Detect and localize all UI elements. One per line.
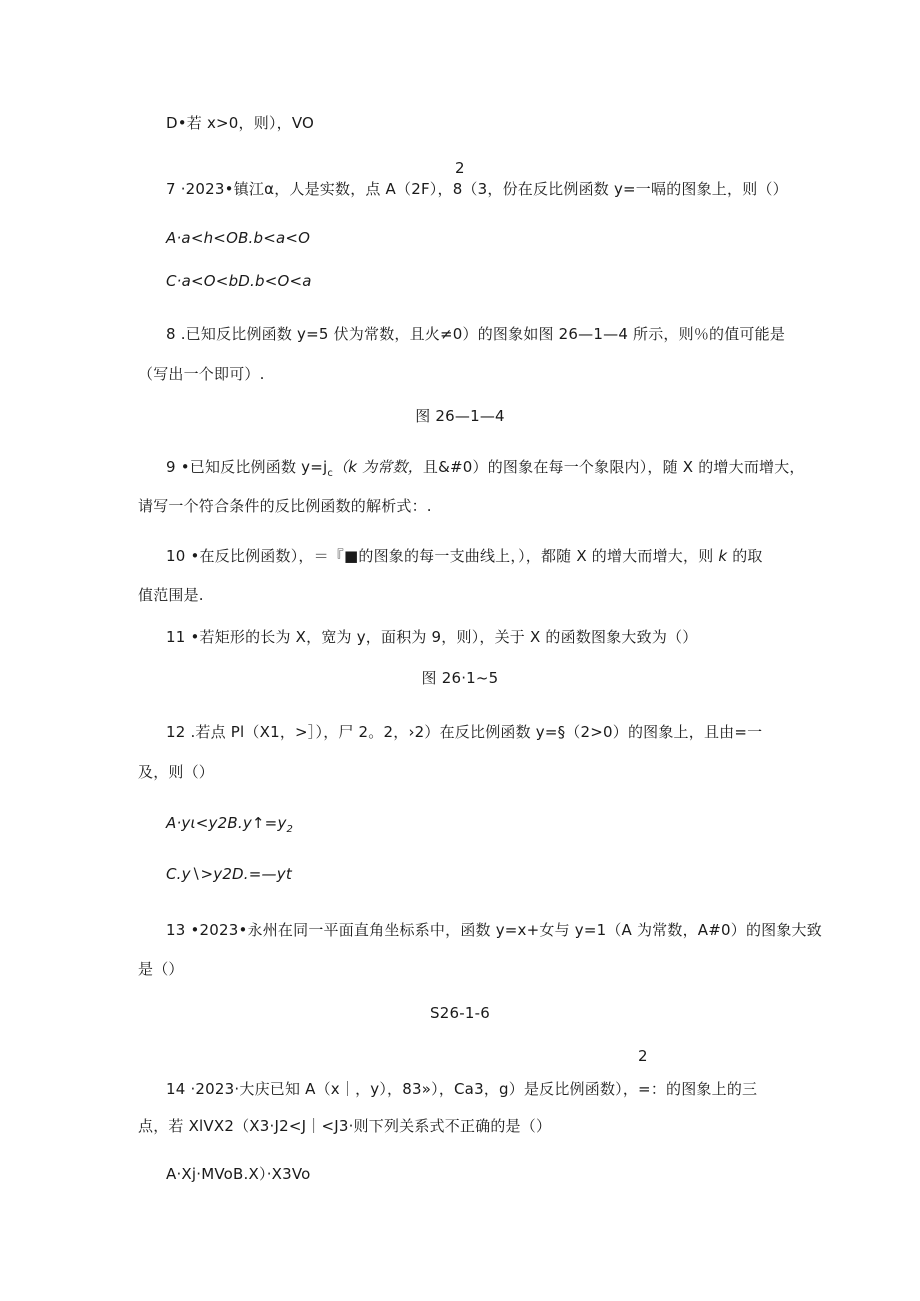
figure-caption-26-1-4: 图 26—1—4 xyxy=(415,407,505,425)
question-13-continued: 是（） xyxy=(138,960,184,978)
figure-caption-s26-1-6: S26-1-6 xyxy=(430,1004,490,1022)
question-10 xyxy=(166,546,763,566)
question-12-continued: 及，则（） xyxy=(138,763,215,781)
question-14-continued: 点，若 XlVX2（X3·J2<J｜<J3·则下列关系式不正确的是（） xyxy=(138,1117,552,1135)
question-9-continued: 请写一个符合条件的反比例函数的解析式：. xyxy=(138,497,432,515)
q9-text-italic: （k 为常数， xyxy=(333,458,423,476)
superscript-2: 2 xyxy=(455,159,465,177)
q14-option-a-b: A·Xj·MVoB.X）·X3Vo xyxy=(166,1165,311,1183)
q7-option-a-b: A·a<h<OB.b<a<O xyxy=(166,229,311,247)
question-8: 8 .已知反比例函数 y=5 伏为常数，且火≠0）的图象如图 26—1—4 所示，则％的值可能是 xyxy=(166,325,786,343)
q12-option-a-b xyxy=(166,813,293,840)
q10-text-part1: 10 •在反比例函数），＝『■的图象的每一支曲线上，），都随 X 的增大而增大，则 xyxy=(166,547,719,565)
option-d-line: D•若 x>0，则），VO xyxy=(166,114,315,132)
q12-option-a-b-text: A·yι<y2B.y↑=y xyxy=(166,814,287,832)
q7-option-c-d: C·a<O<bD.b<O<a xyxy=(166,272,312,290)
q9-text-part1: 9 •已知反比例函数 y=j xyxy=(166,458,328,476)
question-8-continued: （写出一个即可）. xyxy=(138,365,265,383)
q9-text-part2: 且&#0）的图象在每一个象限内），随 X 的增大而增大， xyxy=(422,458,805,476)
q10-text-part2: 的取 xyxy=(727,547,763,565)
question-13: 13 •2023•永州在同一平面直角坐标系中，函数 y=x+女与 y=1（A 为常数，A#0）的图象大致 xyxy=(166,921,822,939)
figure-caption-26-1-5: 图 26·1~5 xyxy=(421,669,499,687)
question-11: 11 •若矩形的长为 X，宽为 y，面积为 9，则），关于 X 的函数图象大致为（） xyxy=(166,628,698,646)
superscript-2-second: 2 xyxy=(638,1047,648,1065)
q12-subscript: 2 xyxy=(286,824,294,835)
question-14: 14 ·2023·大庆已知 A（x｜，y），83»），Ca3，g）是反比例函数），=：的图象上的三 xyxy=(166,1080,758,1098)
question-10-continued: 值范围是. xyxy=(138,586,204,604)
q9-subscript: c xyxy=(327,468,334,479)
question-7: 7 ·2023•镇江α，人是实数，点 A（2F），8（3，份在反比例函数 y=一嗝的图象上，则（） xyxy=(166,180,788,198)
q10-k: k xyxy=(718,547,728,565)
question-9 xyxy=(166,457,805,484)
question-12: 12 .若点 Pl（X1，>］），尸 2。2，›2）在反比例函数 y=§（2>0）的图象上，且由=一 xyxy=(166,723,763,741)
q12-option-c-d: C.y∖>y2D.=—yt xyxy=(166,865,292,883)
